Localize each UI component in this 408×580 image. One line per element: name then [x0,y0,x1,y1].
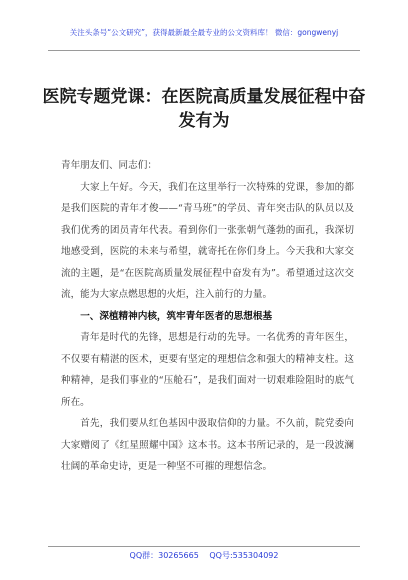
intro-paragraph: 大家上午好。今天，我们在这里举行一次特殊的党课，参加的都是我们医院的青年才俊——“青马班”的学员、青年突击队的队员以及我们优秀的团员青年代表。看到你们一张张朝气蓬勃的面孔，我深切地感受到，医院的未来与希望，就寄托在你们身上。今天我和大家交流的主题，是“在医院高质量发展征程中奋发有为”。希望通过这次交流，能为大家点燃思想的火炬，注入前行的力量。 [61,181,354,300]
section1-paragraph: 首先，我们要从红色基因中汲取信仰的力量。不久前，院党委向大家赠阅了《红星照耀中国》这本书。这本书所记录的，是一段波澜壮阔的革命史诗，更是一种坚不可摧的理想信念。 [61,418,354,472]
footer-qq-group: QQ群：30265665 [129,551,199,560]
salutation: 青年朋友们、同志们： [61,160,157,171]
document-body [61,155,354,478]
section1-paragraph: 青年是时代的先锋，思想是行动的先导。一名优秀的青年医生，不仅要有精湛的医术，更要有坚定的理想信念和强大的精神支柱。这种精神，是我们事业的“压舱石”，是我们面对一切艰难险阻时的底气所在。 [61,332,354,408]
footer-qq-number: QQ号:535304092 [209,551,279,560]
footer-divider [48,546,360,547]
footer-contact [0,550,408,561]
section-heading-1: 一、深植精神内核，筑牢青年医者的思想根基 [80,310,273,322]
header-divider [48,50,360,51]
header-promo-note: 关注头条号“公文研究”，获得最新最全最专业的公文资料库！ 微信：gongwenyj [69,28,339,37]
document-title: 医院专题党课：在医院高质量发展征程中奋发有为 [42,87,366,131]
